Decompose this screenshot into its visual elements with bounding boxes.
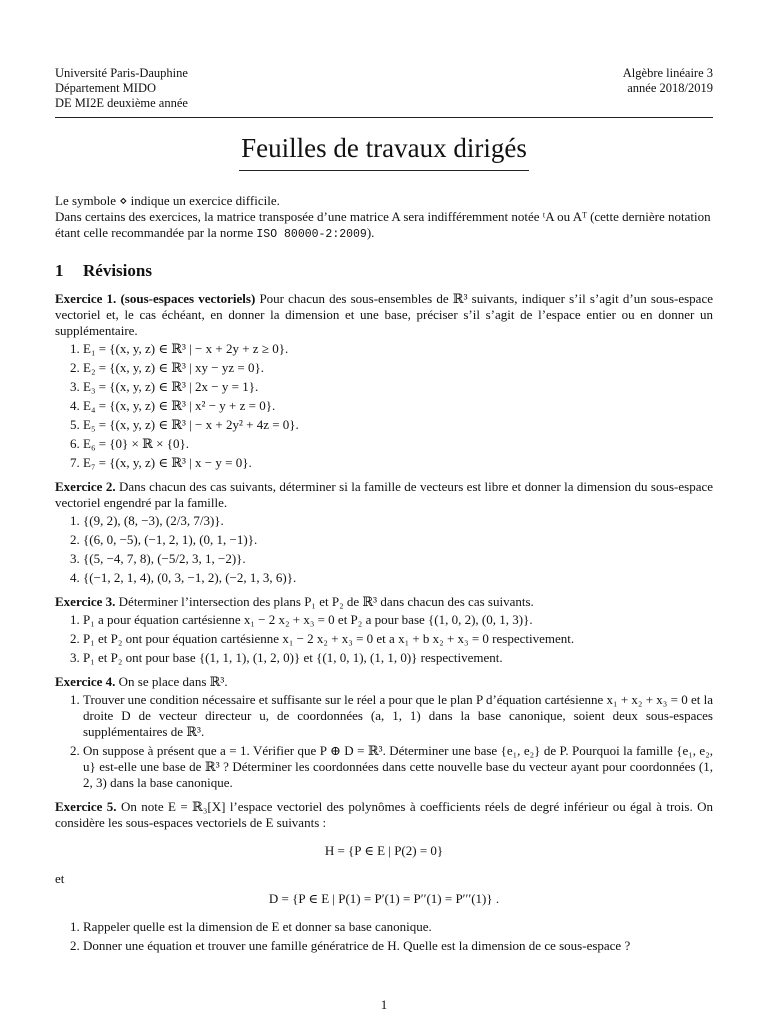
list-item: 1. {(9, 2), (8, −3), (2/3, 7/3)}. [83,513,713,529]
intro-text [55,193,713,243]
academic-year: année 2018/2019 [627,81,713,95]
list-item: 2. {(6, 0, −5), (−1, 2, 1), (0, 1, −1)}. [83,532,713,548]
list-item: 2. On suppose à présent que a = 1. Vérifier que P ⊕ D = ℝ³. Déterminer une base {e₁, e₂} de P. Pourquoi la famille {e₁, e₂, u} est-elle une base de ℝ³ ? Déterminer les coordonnées dans cette nouvelle base du vecteur ayant pour coordonnées (1, 2, 3) dans la base canonique. [83,743,713,791]
exercise-2-list [55,513,713,586]
list-item: 2. Donner une équation et trouver une famille génératrice de H. Quelle est la dimension de ce sous-espace ? [83,938,713,954]
intro-line-2: Dans certains des exercices, la matrice transposée d’une matrice A sera indifféremment notée ᵗA ou Aᵀ (cette dernière notation étant celle recommandée par la norme ISO 80000-2:2009). [55,209,711,241]
department-name: Département MIDO [55,81,157,95]
list-item: 2. E₂ = {(x, y, z) ∈ ℝ³ | xy − yz = 0}. [83,360,713,376]
program-name: DE MI2E deuxième année [55,96,188,110]
header-divider [55,117,713,118]
norm-reference: ISO 80000-2:2009 [256,228,367,241]
intro-line-1: Le symbole ⋄ indique un exercice difficile. [55,193,280,208]
page-title: Feuilles de travaux dirigés [55,132,713,171]
exercise-label: Exercice 5. [55,799,117,814]
page-number: 1 [380,997,388,1012]
exercise-5-list [55,919,713,954]
equation-d: D = {P ∈ E | P(1) = P′(1) = P′′(1) = P′′′(1)} . [268,891,500,906]
list-item: 1. E₁ = {(x, y, z) ∈ ℝ³ | − x + 2y + z ≥ 0}. [83,341,713,357]
university-name: Université Paris-Dauphine [55,66,188,80]
exercise-label: Exercice 1. (sous-espaces vectoriels) [55,291,256,306]
header-right [623,66,713,111]
exercise-5: Exercice 5. On note E = ℝ₃[X] l’espace vectoriel des polynômes à coefficients réels de degré inférieur ou égal à trois. On considère les sous-espaces vectoriels de E suivants : H = {P ∈ E | P(2) = 0} et D = {P ∈ E | P(1) = P′(1) = P′′(1) = P′′′(1)} . 1. Rappeler quelle est la dimension de E et donner sa base canonique. 2. Donner une équation et trouver une famille génératrice de H. Quelle est la dimension de ce sous-espace ? [55,799,713,954]
list-item: 1. P₁ a pour équation cartésienne x₁ − 2 x₂ + x₃ = 0 et P₂ a pour base {(1, 0, 2), (0, 1, 3)}. [83,612,713,628]
equation-h: H = {P ∈ E | P(2) = 0} [324,843,444,858]
document-page [55,66,713,957]
list-item: 7. E₇ = {(x, y, z) ∈ ℝ³ | x − y = 0}. [83,455,713,471]
exercise-label: Exercice 4. [55,674,116,689]
section-heading: 1 Révisions [55,261,152,280]
course-name: Algèbre linéaire 3 [622,66,713,80]
page-header [55,66,713,111]
exercise-1-list [55,341,713,471]
exercise-3-list [55,612,713,666]
list-item: 4. {(−1, 2, 1, 4), (0, 3, −1, 2), (−2, 1, 3, 6)}. [83,570,713,586]
list-item: 5. E₅ = {(x, y, z) ∈ ℝ³ | − x + 2y² + 4z = 0}. [83,417,713,433]
list-item: 3. P₁ et P₂ ont pour base {(1, 1, 1), (1, 2, 0)} et {(1, 0, 1), (1, 1, 0)} respectivement. [83,650,713,666]
exercise-label: Exercice 2. [55,479,116,494]
list-item: 1. Rappeler quelle est la dimension de E et donner sa base canonique. [83,919,713,935]
list-item: 2. P₁ et P₂ ont pour équation cartésienne x₁ − 2 x₂ + x₃ = 0 et a x₁ + b x₂ + x₃ = 0 respectivement. [83,631,713,647]
exercise-3: Exercice 3. Déterminer l’intersection des plans P₁ et P₂ de ℝ³ dans chacun des cas suivants. 1. P₁ a pour équation cartésienne x₁ − 2 x₂ + x₃ = 0 et P₂ a pour base {(1, 0, 2), (0, 1, 3)}. 2. P₁ et P₂ ont pour équation cartésienne x₁ − 2 x₂ + x₃ = 0 et a x₁ + b x₂ + x₃ = 0 respectivement. 3. P₁ et P₂ ont pour base {(1, 1, 1), (1, 2, 0)} et {(1, 0, 1), (1, 1, 0)} respectivement. [55,594,713,666]
list-item: 4. E₄ = {(x, y, z) ∈ ℝ³ | x² − y + z = 0}. [83,398,713,414]
exercise-4: Exercice 4. On se place dans ℝ³. 1. Trouver une condition nécessaire et suffisante sur le réel a pour que le plan P d’équation cartésienne x₁ + x₂ + x₃ = 0 et la droite D de vecteur directeur u, de coordonnées (a, 1, 1) dans la base canonique, soient deux sous-espaces supplémentaires de ℝ³. 2. On suppose à présent que a = 1. Vérifier que P ⊕ D = ℝ³. Déterminer une base {e₁, e₂} de P. Pourquoi la famille {e₁, e₂, u} est-elle une base de ℝ³ ? Déterminer les coordonnées dans cette nouvelle base du vecteur ayant pour coordonnées (1, 2, 3) dans la base canonique. [55,674,713,791]
exercise-4-list [55,692,713,791]
header-left [55,66,188,111]
exercise-label: Exercice 3. [55,594,116,609]
list-item: 3. E₃ = {(x, y, z) ∈ ℝ³ | 2x − y = 1}. [83,379,713,395]
exercise-1: Exercice 1. (sous-espaces vectoriels) Pour chacun des sous-ensembles de ℝ³ suivants, indiquer s’il s’agit d’un sous-espace vectoriel et, le cas échéant, en donner la dimension et une base, préciser s’il s’agit de l’espace entier ou en donner un supplémentaire. 1. E₁ = {(x, y, z) ∈ ℝ³ | − x + 2y + z ≥ 0}. 2. E₂ = {(x, y, z) ∈ ℝ³ | xy − yz = 0}. 3. E₃ = {(x, y, z) ∈ ℝ³ | 2x − y = 1}. 4. E₄ = {(x, y, z) ∈ ℝ³ | x² − y + z = 0}. 5. E₅ = {(x, y, z) ∈ ℝ³ | − x + 2y² + 4z = 0}. 6. E₆ = {0} × ℝ × {0}. 7. E₇ = {(x, y, z) ∈ ℝ³ | x − y = 0}. [55,291,713,471]
list-item: 6. E₆ = {0} × ℝ × {0}. [83,436,713,452]
list-item: 3. {(5, −4, 7, 8), (−5/2, 3, 1, −2)}. [83,551,713,567]
list-item: 1. Trouver une condition nécessaire et suffisante sur le réel a pour que le plan P d’équation cartésienne x₁ + x₂ + x₃ = 0 et la droite D de vecteur directeur u, de coordonnées (a, 1, 1) dans la base canonique, soient deux sous-espaces supplémentaires de ℝ³. [83,692,713,740]
exercise-2: Exercice 2. Dans chacun des cas suivants, déterminer si la famille de vecteurs est libre et donner la dimension du sous-espace vectoriel engendré par la famille. 1. {(9, 2), (8, −3), (2/3, 7/3)}. 2. {(6, 0, −5), (−1, 2, 1), (0, 1, −1)}. 3. {(5, −4, 7, 8), (−5/2, 3, 1, −2)}. 4. {(−1, 2, 1, 4), (0, 3, −1, 2), (−2, 1, 3, 6)}. [55,479,713,586]
connector-text: et [55,871,65,886]
